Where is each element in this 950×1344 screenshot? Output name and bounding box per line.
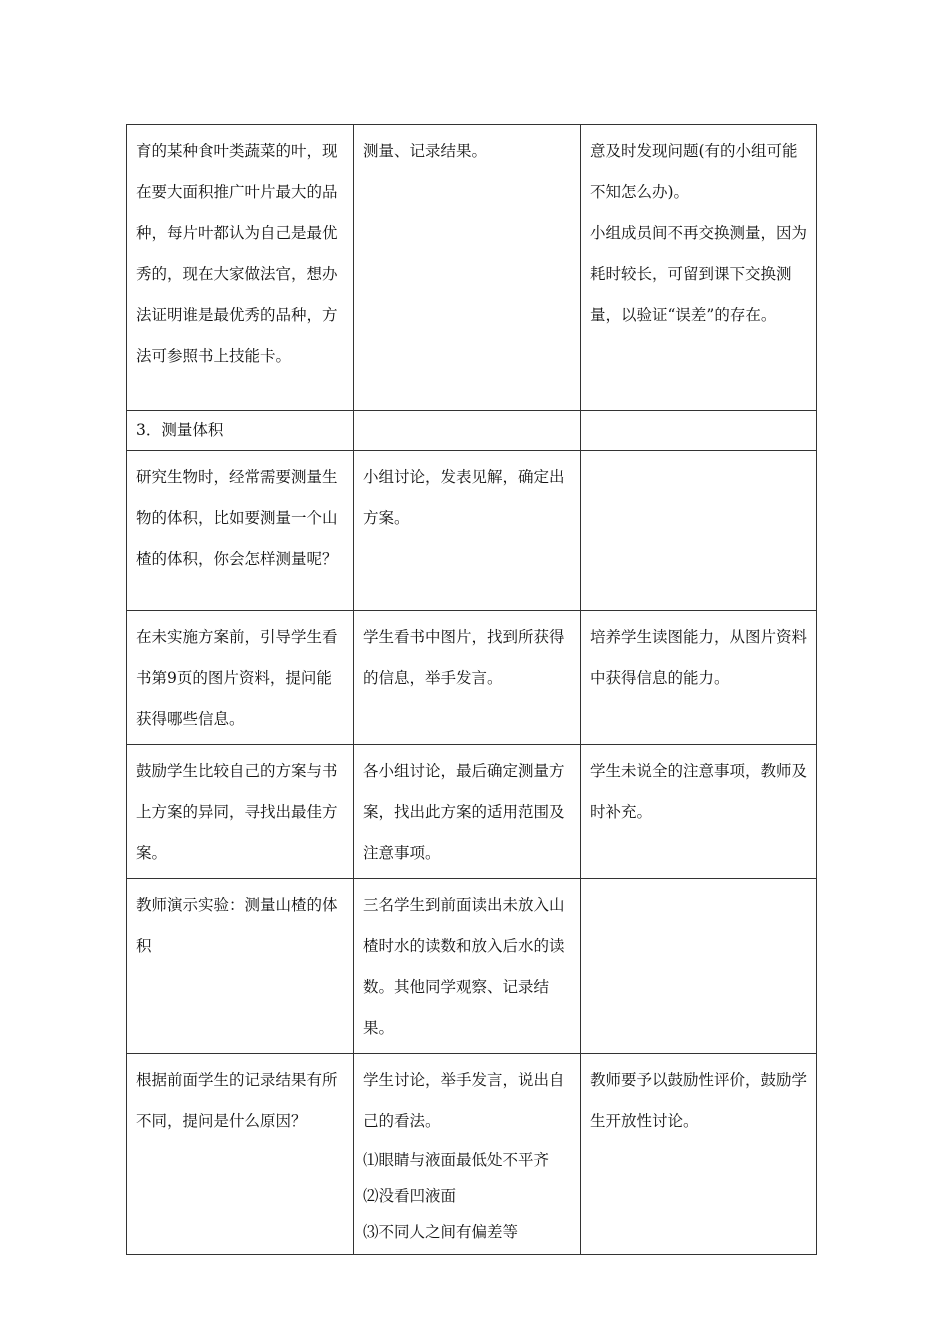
student-activity-cell <box>354 745 581 879</box>
design-intent-cell <box>581 451 817 611</box>
list-item: ⑵没看凹液面 <box>363 1187 457 1205</box>
teacher-activity-cell <box>127 611 354 745</box>
teacher-activity-cell <box>127 1054 354 1255</box>
cell-text: 学生看书中图片，找到所获得的信息，举手发言。 <box>363 628 565 687</box>
table-row <box>127 125 817 411</box>
student-activity-cell <box>354 1054 581 1255</box>
list-item: ⑴眼睛与液面最低处不平齐 <box>363 1151 550 1169</box>
cell-text: 育的某种食叶类蔬菜的叶，现在要大面积推广叶片最大的品种，每片叶都认为自己是最优秀的，现在大家做法官，想办法证明谁是最优秀的品种，方法可参照书上技能卡。 <box>136 142 338 365</box>
cell-text: 在未实施方案前，引导学生看书第9页的图片资料，提问能获得哪些信息。 <box>136 628 338 728</box>
cell-text: 小组成员间不再交换测量，因为耗时较长，可留到课下交换测量，以验证“误差”的存在。 <box>590 224 808 324</box>
cell-text: 测量、记录结果。 <box>363 142 488 160</box>
cell-text: 小组讨论，发表见解，确定出方案。 <box>363 468 565 527</box>
table-row <box>127 451 817 611</box>
cell-text: 教师要予以鼓励性评价，鼓励学生开放性讨论。 <box>590 1071 808 1130</box>
lesson-plan-table <box>126 124 817 1255</box>
cell-text: 教师演示实验：测量山楂的体积 <box>136 896 338 955</box>
design-intent-cell <box>581 611 817 745</box>
list-item: ⑶不同人之间有偏差等 <box>363 1223 519 1241</box>
table-row <box>127 745 817 879</box>
teacher-activity-cell <box>127 879 354 1054</box>
table-row <box>127 879 817 1054</box>
cell-text: 培养学生读图能力，从图片资料中获得信息的能力。 <box>590 628 808 687</box>
teacher-activity-cell <box>127 451 354 611</box>
student-activity-cell <box>354 879 581 1054</box>
teacher-activity-cell <box>127 125 354 411</box>
design-intent-cell <box>581 745 817 879</box>
design-intent-cell <box>581 879 817 1054</box>
student-activity-cell <box>354 451 581 611</box>
cell-text: 意及时发现问题(有的小组可能不知怎么办)。 <box>590 142 798 201</box>
cell-text: 鼓励学生比较自己的方案与书上方案的异同，寻找出最佳方案。 <box>136 762 338 862</box>
design-intent-cell <box>581 1054 817 1255</box>
table-row <box>127 1054 817 1255</box>
design-intent-cell <box>581 125 817 411</box>
teacher-activity-cell <box>127 745 354 879</box>
section-heading-cell <box>127 411 354 451</box>
cell-text: 各小组讨论，最后确定测量方案，找出此方案的适用范围及注意事项。 <box>363 762 565 862</box>
student-activity-cell <box>354 125 581 411</box>
student-activity-cell <box>354 411 581 451</box>
cell-text: 学生未说全的注意事项，教师及时补充。 <box>590 762 808 821</box>
table-row <box>127 611 817 745</box>
cell-text: 三名学生到前面读出未放入山楂时水的读数和放入后水的读数。其他同学观察、记录结果。 <box>363 896 565 1037</box>
table-row <box>127 411 817 451</box>
design-intent-cell <box>581 411 817 451</box>
student-activity-cell <box>354 611 581 745</box>
section-heading: 3．测量体积 <box>136 421 224 439</box>
cell-text: 研究生物时，经常需要测量生物的体积，比如要测量一个山楂的体积，你会怎样测量呢？ <box>136 468 338 568</box>
cell-text: 学生讨论，举手发言，说出自己的看法。 <box>363 1071 565 1130</box>
cell-text: 根据前面学生的记录结果有所不同，提问是什么原因？ <box>136 1071 338 1130</box>
